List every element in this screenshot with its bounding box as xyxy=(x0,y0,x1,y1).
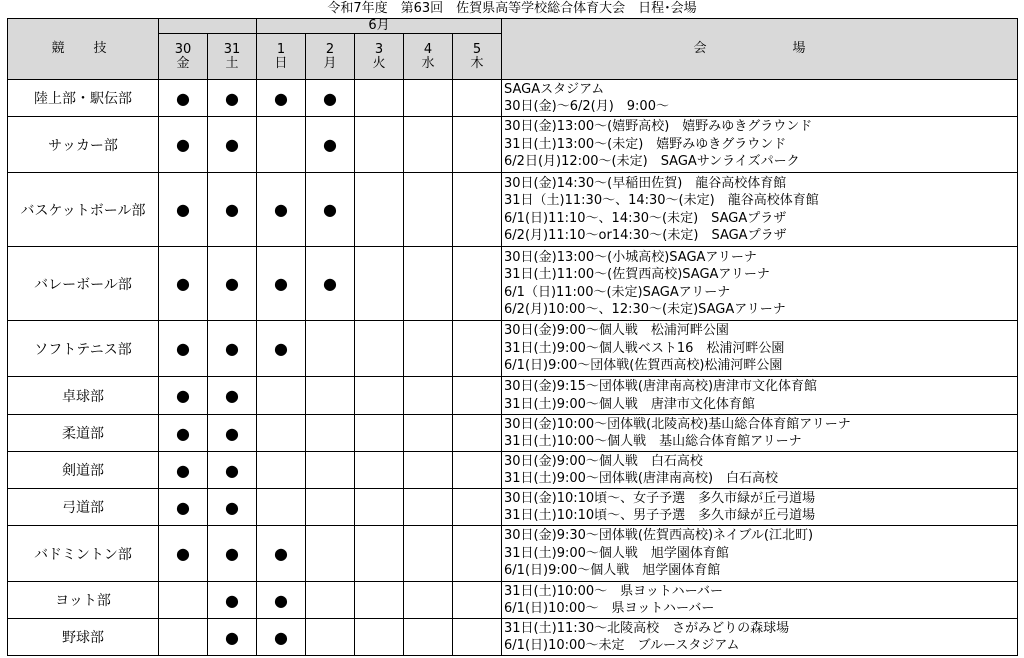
day-cell xyxy=(208,80,257,117)
day-cell xyxy=(159,247,208,321)
day-cell xyxy=(404,619,453,656)
sport-name: 野球部 xyxy=(8,619,159,656)
day-cell xyxy=(257,415,306,452)
day-cell xyxy=(355,173,404,247)
header-day-5 xyxy=(453,34,502,80)
sport-name: 陸上部・駅伝部 xyxy=(8,80,159,117)
venue-line: 30日(金)9:15～団体戦(唐津南高校)唐津市文化体育館 xyxy=(504,379,818,394)
sport-name: ヨット部 xyxy=(8,582,159,619)
venue-line: 31日(土)10:00～個人戦 基山総合体育館アリーナ xyxy=(504,434,802,449)
scheduled-mark: ● xyxy=(323,88,337,108)
day-cell xyxy=(453,526,502,582)
day-cell xyxy=(306,582,355,619)
venue-line: 30日(金)9:30～団体戦(佐賀西高校)ネイブル(江北町) xyxy=(504,528,814,544)
day-cell xyxy=(208,173,257,247)
table-row xyxy=(8,526,1018,582)
day-cell xyxy=(208,526,257,582)
day-cell xyxy=(404,377,453,415)
day-cell xyxy=(306,247,355,321)
day-cell xyxy=(208,489,257,526)
day-cell xyxy=(453,117,502,173)
table-row xyxy=(8,377,1018,415)
venue-line: 6/1(日)11:10～、14:30～(未定) SAGAプラザ xyxy=(504,210,787,226)
scheduled-mark: ● xyxy=(225,135,239,154)
sport-name: 剣道部 xyxy=(8,452,159,489)
header-venue: 会 場 xyxy=(502,19,1018,80)
venue-line: 30日(金)10:00～団体戦(北陵高校)基山総合体育館アリーナ xyxy=(504,416,851,432)
venue-line: 31日(土)9:00～団体戦(唐津南高校) 白石高校 xyxy=(504,471,779,486)
day-cell xyxy=(453,619,502,656)
day-cell xyxy=(453,415,502,452)
venue-line: 31日（土)11:30～、14:30～(未定) 龍谷高校体育館 xyxy=(504,193,819,208)
day-of-week: 日 xyxy=(274,55,288,71)
day-cell xyxy=(453,321,502,377)
sport-name: 卓球部 xyxy=(8,377,159,415)
day-cell xyxy=(257,489,306,526)
day-cell xyxy=(404,247,453,321)
day-cell xyxy=(404,415,453,452)
day-cell xyxy=(355,80,404,117)
scheduled-mark: ● xyxy=(225,423,239,443)
venue-cell xyxy=(502,80,1018,117)
table-row xyxy=(8,582,1018,619)
scheduled-mark: ● xyxy=(274,544,288,563)
page-title: 令和7年度 第63回 佐賀県高等学校総合体育大会 日程･会場 xyxy=(327,1,697,16)
day-of-week: 土 xyxy=(225,55,239,71)
header-month: 6月 xyxy=(257,19,502,34)
scheduled-mark: ● xyxy=(274,274,288,293)
venue-cell xyxy=(502,117,1018,173)
scheduled-mark: ● xyxy=(323,200,337,219)
header-day-30 xyxy=(159,34,208,80)
day-cell xyxy=(159,80,208,117)
table-row xyxy=(8,173,1018,247)
scheduled-mark: ● xyxy=(274,627,288,647)
day-cell xyxy=(355,452,404,489)
day-number: 5 xyxy=(472,41,482,57)
day-cell xyxy=(208,415,257,452)
day-cell xyxy=(159,452,208,489)
header-day-3 xyxy=(355,34,404,80)
venue-cell xyxy=(502,489,1018,526)
day-cell xyxy=(355,582,404,619)
day-cell xyxy=(453,582,502,619)
table-row xyxy=(8,415,1018,452)
day-cell xyxy=(404,117,453,173)
day-number: 4 xyxy=(423,41,433,57)
venue-line: 6/2日(月)12:00～(未定) SAGAサンライズパーク xyxy=(504,154,800,170)
scheduled-mark: ● xyxy=(176,497,190,517)
scheduled-mark: ● xyxy=(176,423,190,443)
venue-cell xyxy=(502,619,1018,656)
venue-line: 30日(金)13:00～(小城高校)SAGAアリーナ xyxy=(504,249,757,265)
venue-line: 31日(土)10:10頃～、男子予選 多久市緑が丘弓道場 xyxy=(504,508,816,523)
venue-line: 6/2(月)10:00～、12:30～(未定)SAGAアリーナ xyxy=(504,302,786,317)
scheduled-mark: ● xyxy=(225,339,239,358)
sport-name: バドミントン部 xyxy=(8,526,159,582)
scheduled-mark: ● xyxy=(176,460,190,480)
scheduled-mark: ● xyxy=(176,135,190,154)
day-cell xyxy=(355,526,404,582)
table-row xyxy=(8,80,1018,117)
scheduled-mark: ● xyxy=(323,274,337,293)
day-cell xyxy=(306,526,355,582)
day-cell xyxy=(208,117,257,173)
table-row xyxy=(8,452,1018,489)
table-row xyxy=(8,117,1018,173)
day-cell xyxy=(453,173,502,247)
day-cell xyxy=(257,377,306,415)
scheduled-mark: ● xyxy=(225,88,239,108)
day-cell xyxy=(257,619,306,656)
day-cell xyxy=(404,582,453,619)
venue-line: 31日(土)13:00～(未定) 嬉野みゆきグラウンド xyxy=(504,136,787,152)
day-cell xyxy=(208,377,257,415)
table-row xyxy=(8,247,1018,321)
scheduled-mark: ● xyxy=(274,590,288,610)
venue-line: 31日(土)9:00～個人戦 唐津市文化体育館 xyxy=(504,396,755,412)
scheduled-mark: ● xyxy=(225,544,239,563)
venue-line: 31日(土)11:00～(佐賀西高校)SAGAアリーナ xyxy=(504,267,770,282)
day-cell xyxy=(159,415,208,452)
day-cell xyxy=(306,117,355,173)
header-day-1 xyxy=(257,34,306,80)
day-cell xyxy=(306,619,355,656)
venue-line: 6/2(月)11:10～or14:30～(未定) SAGAプラザ xyxy=(504,228,787,243)
day-cell xyxy=(159,377,208,415)
venue-line: 30日(金)9:00～個人戦 白石高校 xyxy=(504,453,703,469)
sport-name: サッカー部 xyxy=(8,117,159,173)
day-cell xyxy=(159,526,208,582)
scheduled-mark: ● xyxy=(225,590,239,610)
scheduled-mark: ● xyxy=(176,88,190,108)
venue-line: 31日(土)9:00～個人戦ベスト16 松浦河畔公園 xyxy=(504,340,785,356)
day-cell xyxy=(355,415,404,452)
header-day-2 xyxy=(306,34,355,80)
day-number: 30 xyxy=(174,41,192,57)
day-cell xyxy=(257,452,306,489)
venue-cell xyxy=(502,582,1018,619)
scheduled-mark: ● xyxy=(274,88,288,108)
day-cell xyxy=(355,247,404,321)
venue-line: 30日(金)10:10頃～、女子予選 多久市緑が丘弓道場 xyxy=(504,490,816,506)
day-cell xyxy=(355,117,404,173)
day-cell xyxy=(257,247,306,321)
venue-line: 6/1（日)11:00～(未定)SAGAアリーナ xyxy=(504,284,731,300)
venue-cell xyxy=(502,526,1018,582)
day-cell xyxy=(404,526,453,582)
venue-cell xyxy=(502,415,1018,452)
day-cell xyxy=(355,489,404,526)
day-cell xyxy=(306,415,355,452)
day-cell xyxy=(453,377,502,415)
day-cell xyxy=(306,452,355,489)
day-cell xyxy=(306,489,355,526)
day-cell xyxy=(355,321,404,377)
day-number: 2 xyxy=(325,41,335,57)
day-cell xyxy=(159,489,208,526)
sport-name: バレーボール部 xyxy=(8,247,159,321)
day-cell xyxy=(208,247,257,321)
day-cell xyxy=(453,247,502,321)
scheduled-mark: ● xyxy=(176,274,190,293)
day-cell xyxy=(306,80,355,117)
day-cell xyxy=(453,80,502,117)
day-number: 3 xyxy=(374,41,384,57)
day-of-week: 水 xyxy=(421,55,435,71)
venue-cell xyxy=(502,321,1018,377)
header-day-4 xyxy=(404,34,453,80)
venue-line: 30日(金)14:30～(早稲田佐賀) 龍谷高校体育館 xyxy=(504,175,787,191)
day-cell xyxy=(208,321,257,377)
day-cell xyxy=(355,377,404,415)
header-day-31 xyxy=(208,34,257,80)
day-cell xyxy=(208,582,257,619)
scheduled-mark: ● xyxy=(225,274,239,293)
day-of-week: 火 xyxy=(372,55,386,71)
day-cell xyxy=(404,489,453,526)
venue-cell xyxy=(502,173,1018,247)
day-cell xyxy=(257,173,306,247)
day-of-week: 木 xyxy=(470,55,484,71)
venue-line: 31日(土)10:00～ 県ヨットハーバー xyxy=(504,583,723,599)
day-cell xyxy=(355,619,404,656)
header-month-blank xyxy=(159,19,257,34)
day-cell xyxy=(208,619,257,656)
venue-line: 6/1(日)10:00～ 県ヨットハーバー xyxy=(504,601,715,616)
day-cell xyxy=(453,452,502,489)
day-cell xyxy=(404,452,453,489)
header-sport: 競 技 xyxy=(8,19,159,80)
venue-line: 30日(金)13:00～(嬉野高校) 嬉野みゆきグラウンド xyxy=(504,119,813,135)
venue-line: 30日(金)～6/2(月) 9:00～ xyxy=(504,99,669,114)
scheduled-mark: ● xyxy=(176,339,190,358)
table-row xyxy=(8,321,1018,377)
schedule-table xyxy=(7,18,1018,656)
scheduled-mark: ● xyxy=(225,627,239,647)
day-cell xyxy=(208,452,257,489)
day-cell xyxy=(404,173,453,247)
scheduled-mark: ● xyxy=(176,200,190,219)
venue-line: 6/1(日)9:00～団体戦(佐賀西高校)松浦河畔公園 xyxy=(504,358,783,374)
day-cell xyxy=(306,377,355,415)
scheduled-mark: ● xyxy=(225,497,239,517)
venue-line: SAGAスタジアム xyxy=(504,81,605,97)
day-cell xyxy=(257,321,306,377)
scheduled-mark: ● xyxy=(176,544,190,563)
day-cell xyxy=(404,321,453,377)
venue-cell xyxy=(502,247,1018,321)
day-cell xyxy=(453,489,502,526)
day-of-week: 金 xyxy=(176,55,190,71)
day-cell xyxy=(159,173,208,247)
day-cell xyxy=(159,582,208,619)
venue-line: 6/1(日)9:00～個人戦 旭学園体育館 xyxy=(504,563,721,579)
venue-cell xyxy=(502,377,1018,415)
day-cell xyxy=(257,526,306,582)
scheduled-mark: ● xyxy=(323,135,337,154)
day-cell xyxy=(404,80,453,117)
scheduled-mark: ● xyxy=(274,200,288,219)
day-cell xyxy=(257,582,306,619)
scheduled-mark: ● xyxy=(225,460,239,480)
day-number: 31 xyxy=(223,41,241,57)
scheduled-mark: ● xyxy=(225,386,239,405)
sport-name: 柔道部 xyxy=(8,415,159,452)
venue-line: 31日(土)9:00～個人戦 旭学園体育館 xyxy=(504,545,729,561)
day-number: 1 xyxy=(276,41,286,57)
sport-name: ソフトテニス部 xyxy=(8,321,159,377)
sport-name: バスケットボール部 xyxy=(8,173,159,247)
day-cell xyxy=(159,117,208,173)
scheduled-mark: ● xyxy=(225,200,239,219)
table-row xyxy=(8,489,1018,526)
table-row xyxy=(8,619,1018,656)
day-cell xyxy=(306,321,355,377)
day-cell xyxy=(257,80,306,117)
venue-line: 31日(土)11:30～北陵高校 さがみどりの森球場 xyxy=(504,620,790,636)
venue-line: 30日(金)9:00～個人戦 松浦河畔公園 xyxy=(504,323,729,339)
venue-line: 6/1(日)10:00～未定 ブルースタジアム xyxy=(504,638,740,653)
day-cell xyxy=(257,117,306,173)
sport-name: 弓道部 xyxy=(8,489,159,526)
day-cell xyxy=(159,321,208,377)
scheduled-mark: ● xyxy=(176,386,190,405)
day-cell xyxy=(306,173,355,247)
venue-cell xyxy=(502,452,1018,489)
scheduled-mark: ● xyxy=(274,339,288,358)
day-of-week: 月 xyxy=(323,55,337,71)
day-cell xyxy=(159,619,208,656)
